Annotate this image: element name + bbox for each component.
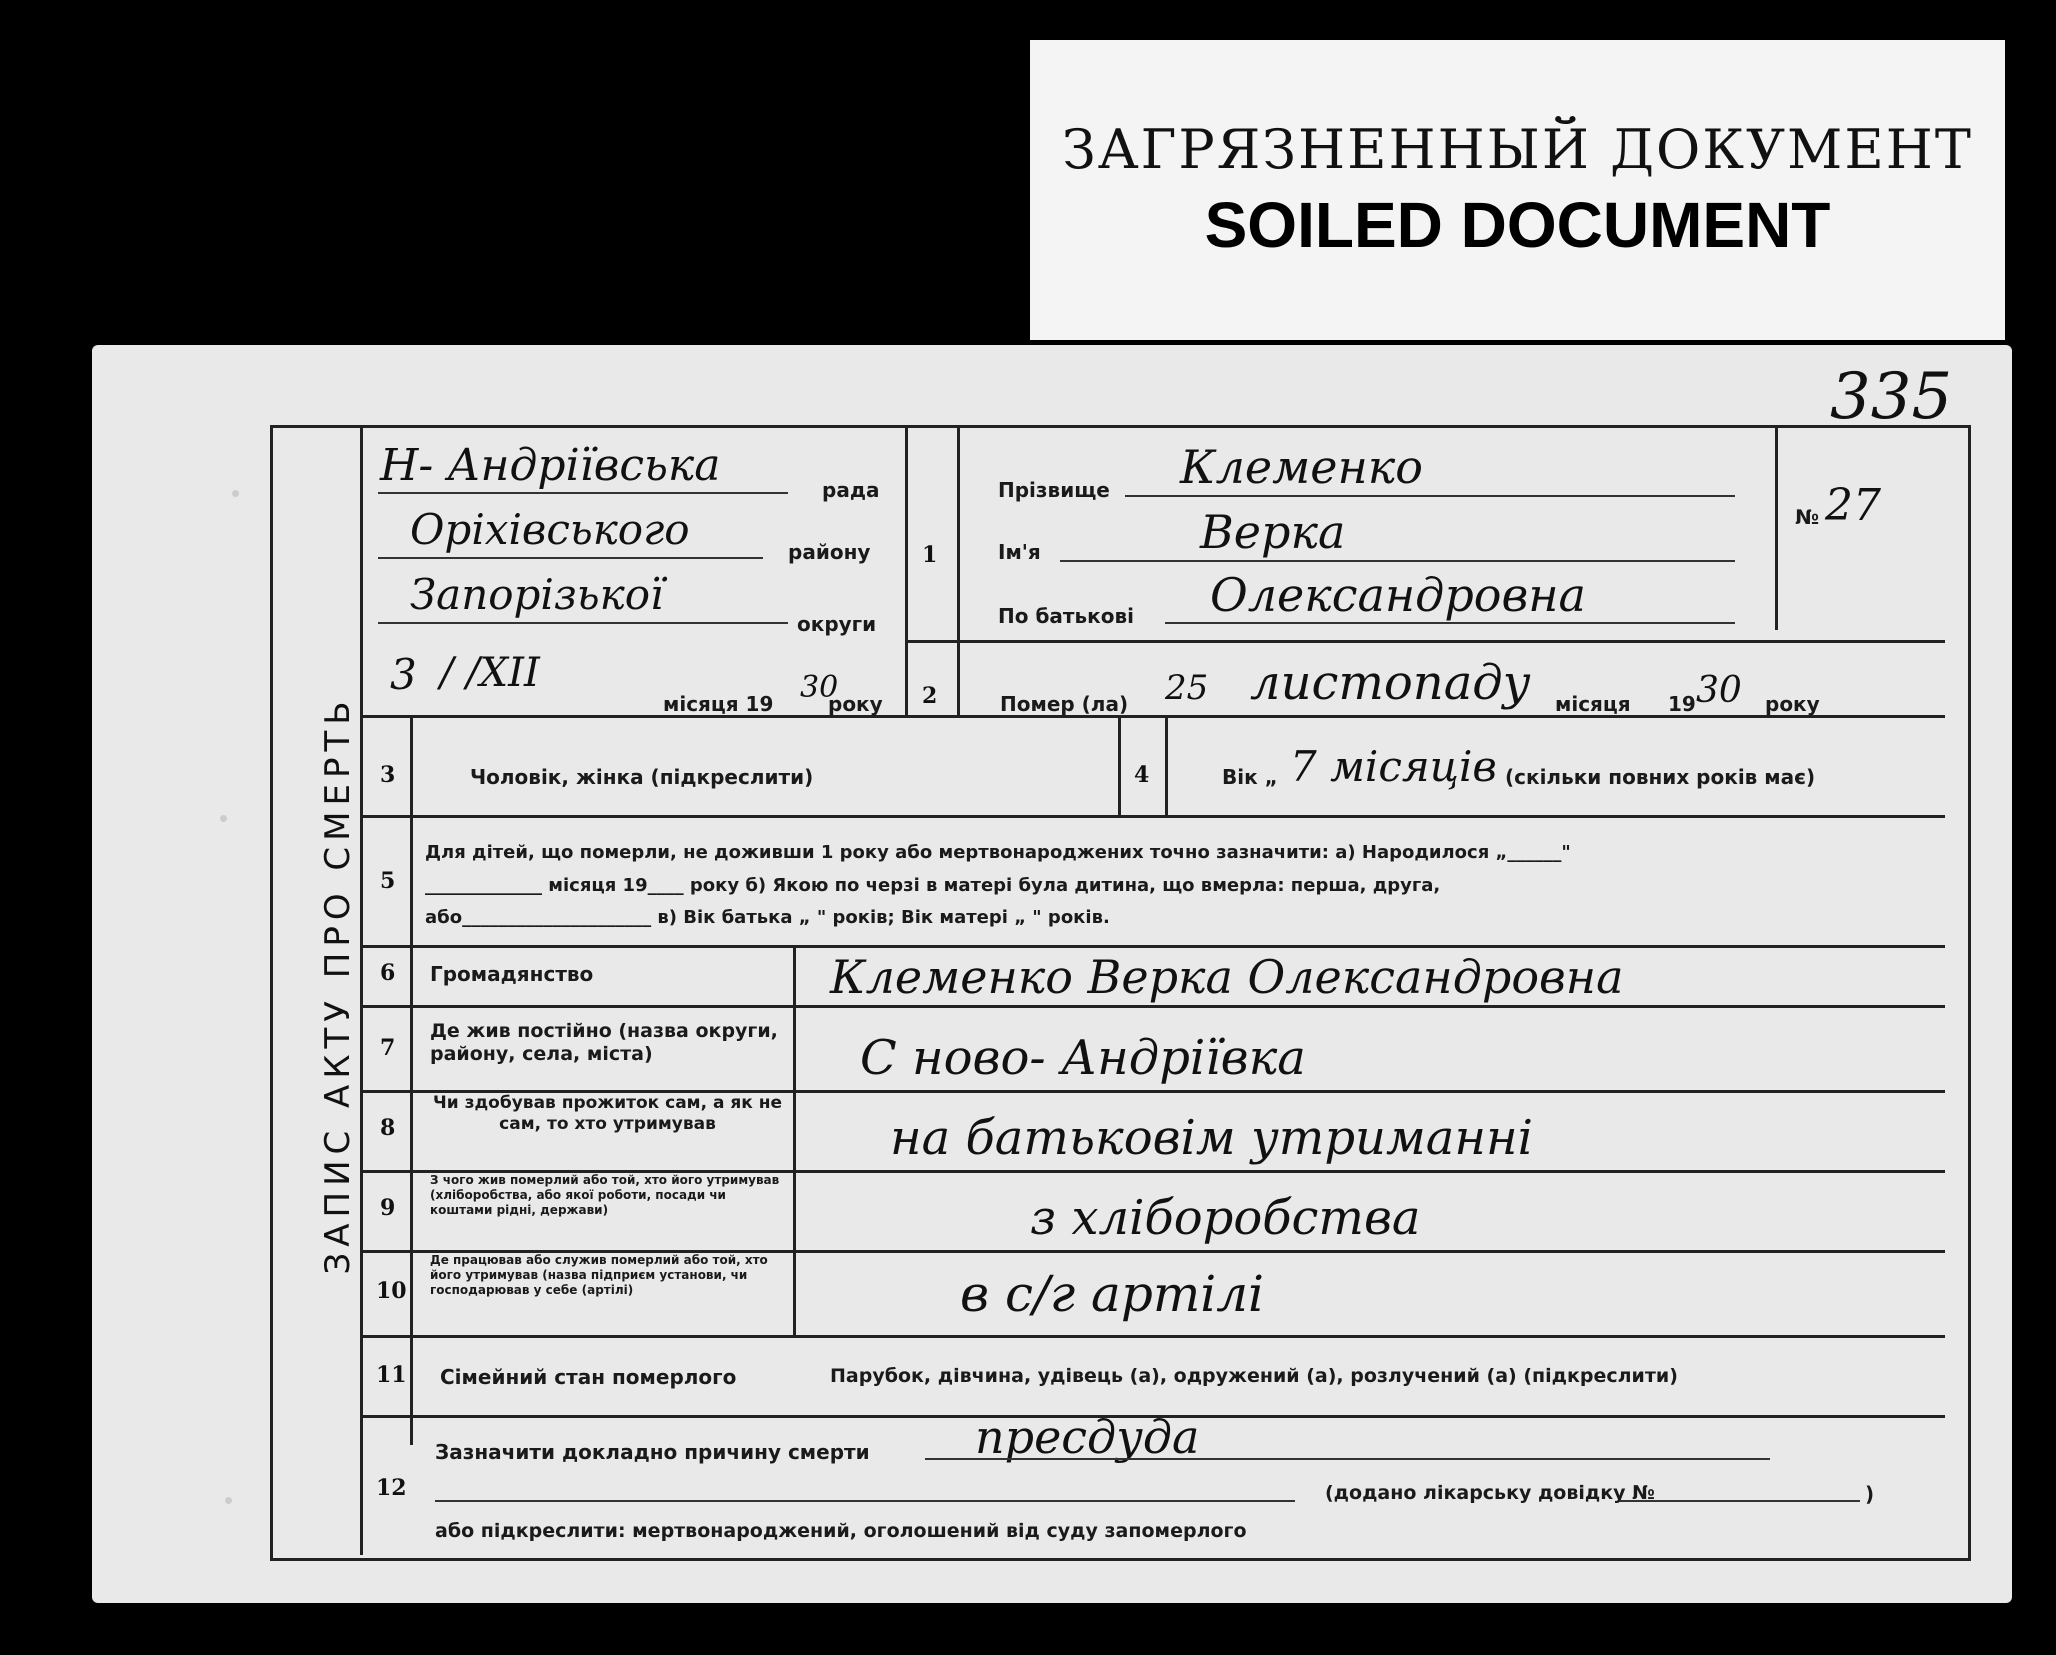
row-line-1 [905,640,1945,643]
archive-page-number: 335 [1830,360,1953,434]
rayon-underline [378,557,763,559]
row-11-number: 11 [376,1362,407,1388]
marital-label: Сімейний стан померлого [440,1365,737,1389]
cause-underline [925,1458,1770,1460]
age-suffix-label: (скільки повних років має) [1505,765,1816,789]
died-day: 25 [1165,668,1209,708]
divider-num-column [957,425,960,715]
row-3-number: 3 [380,762,396,788]
divider-label-column [793,945,796,1335]
workplace-label: Де працював або служив померлий або той, хто його утримував (назва підприєм установи, чи господарював у себе (артілі) [430,1253,768,1297]
row-line-2 [363,715,1945,718]
divider-row34 [1118,715,1121,815]
died-month: листопаду [1250,655,1531,711]
workplace-value: в с/г артілі [960,1265,1265,1323]
support-label: Чи здобував прожиток сам, а як не сам, то хто утримував [433,1093,782,1134]
row-12-number: 12 [376,1475,407,1501]
header-date-year: 30 [800,670,839,705]
died-label: Помер (ла) [1000,692,1129,716]
binder-hole-mark [232,490,239,497]
sex-label: Чоловік, жінка (підкреслити) [470,765,814,789]
binder-hole-mark [225,1497,232,1504]
rada-label: рада [822,478,880,502]
died-year: 30 [1696,670,1742,711]
divider-row4-num [1165,715,1168,815]
rada-value: Н- Андріївська [380,440,721,491]
cause-line-2 [435,1500,1295,1502]
died-year-prefix: 19 [1668,692,1696,716]
doctor-note-label: (додано лікарську довідку № [1325,1482,1655,1504]
header-date-month-label: місяця 19 [663,692,774,716]
name-value: Верка [1200,505,1346,559]
residence-value: С ново- Андріївка [860,1030,1306,1086]
patronymic-value: Олександровна [1210,568,1586,622]
died-month-label: місяця [1555,692,1631,716]
cause-label: Зазначити докладно причину смерти [435,1440,870,1464]
row-line-5 [363,945,1945,948]
citizenship-label: Громадянство [430,962,594,986]
citizenship-value: Клеменко Верка Олександровна [830,950,1624,1004]
rayon-value: Оріхівського [410,505,690,554]
soiled-document-stamp [1030,40,2005,340]
cause-value: пресдуда [975,1410,1200,1464]
row-line-6 [363,1005,1945,1008]
surname-value: Клеменко [1180,440,1423,494]
row-5-number: 5 [380,868,396,894]
record-number-label: № [1795,505,1820,529]
livelihood-label: З чого жив померлий або той, хто його утримував (хліборобства, або якої роботи, посади чи коштами рідні, держави) [430,1173,780,1217]
header-date-roku: року [828,692,883,716]
divider-header-right [905,425,908,715]
stillborn-line: або підкреслити: мертвонароджений, оголошений від суду запомерлого [435,1520,1247,1542]
rada-underline [378,492,788,494]
age-label: Вік „ [1222,765,1278,789]
row-7-number: 7 [380,1035,396,1061]
okruha-value: Запорізької [410,570,664,619]
stamp-line-russian: ЗАГРЯЗНЕННЫЙ ДОКУМЕНТ [1062,118,1973,181]
row-8-number: 8 [380,1115,396,1141]
row-2-number: 2 [922,683,938,709]
row-4-number: 4 [1134,762,1150,788]
row-line-10 [363,1335,1945,1338]
died-roku: року [1765,692,1820,716]
support-value: на батьковім утриманні [890,1110,1533,1166]
divider-record-number [1775,425,1778,630]
divider-title-column [360,425,363,1555]
row-6-number: 6 [380,960,396,986]
infant-line-1: Для дітей, що померли, не доживши 1 року або мертвонароджених точно зазначити: а) Народилося „______" [425,842,1571,863]
infant-line-2: _____________ місяця 19____ року б) Якою по черзі в матері була дитина, що вмерла: перша, друга, [425,875,1441,896]
residence-label: Де жив постійно (назва округи, району, села, міста) [430,1020,778,1065]
name-underline [1060,560,1735,562]
livelihood-value: з хліборобства [1030,1190,1421,1246]
header-date-day: 3 [390,650,417,699]
binder-hole-mark [220,815,227,822]
surname-underline [1125,495,1735,497]
record-number: 27 [1825,480,1881,531]
age-value: 7 місяців [1290,742,1497,791]
name-label: Ім'я [998,540,1041,564]
stamp-line-english: SOILED DOCUMENT [1204,189,1831,261]
patronymic-label: По батькові [998,604,1134,628]
header-date-month: / /XII [440,650,540,696]
row-line-3 [363,815,1945,818]
doctor-note-underline [1620,1500,1860,1502]
okruha-label: округи [797,612,877,636]
row-10-number: 10 [376,1278,407,1304]
row-1-number: 1 [922,542,938,568]
infant-line-3: або_____________________ в) Вік батька „ " років; Вік матері „ " років. [425,907,1110,928]
row-9-number: 9 [380,1195,396,1221]
marital-options: Парубок, дівчина, удівець (а), одружений (а), розлучений (а) (підкреслити) [830,1365,1678,1387]
vertical-form-title: ЗАПИС АКТУ ПРО СМЕРТЬ [318,695,358,1275]
patronymic-underline [1165,622,1735,624]
rayon-label: району [788,540,871,564]
surname-label: Прізвище [998,478,1110,502]
doctor-note-close: ) [1865,1482,1875,1506]
okruha-underline [378,622,788,624]
